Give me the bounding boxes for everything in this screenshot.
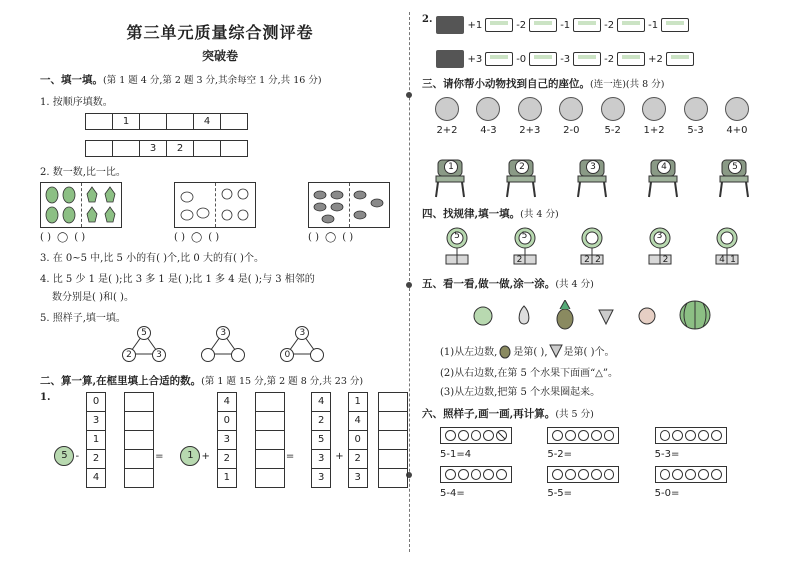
train-operator: -1: [560, 19, 571, 31]
train-engine-icon: [436, 16, 464, 34]
equation-text: 5-2=: [547, 449, 573, 460]
number-flower[interactable]: [444, 227, 470, 268]
circle-strip[interactable]: [547, 466, 619, 483]
sequence-cell[interactable]: [85, 140, 113, 157]
flower-left: 2: [584, 255, 590, 265]
animal-card[interactable]: [556, 97, 586, 136]
fish-icon: [351, 185, 387, 225]
animal-icon: [435, 97, 459, 121]
fruit-row: [422, 299, 762, 331]
draw-calc-item: [655, 466, 762, 499]
right-column: [422, 14, 762, 554]
circle[interactable]: [672, 430, 683, 441]
section-6-heading: 六、照样子,画一画,再计算。(共 5 分): [422, 408, 594, 420]
train-car[interactable]: [617, 18, 645, 32]
animal-card[interactable]: [681, 97, 711, 136]
calc-group-3: 4 2 5 3 3 + 1 4 0 2 3: [311, 392, 407, 488]
apple-icon[interactable]: [472, 304, 494, 326]
draw-calc-item: [547, 427, 654, 460]
train-car[interactable]: [529, 18, 557, 32]
equation-text: 5-0=: [654, 488, 680, 499]
circle-strip[interactable]: [547, 427, 619, 444]
circle[interactable]: [711, 469, 722, 480]
pear-icon[interactable]: [514, 304, 534, 326]
fish-picture: [308, 182, 390, 228]
answer-column[interactable]: [378, 392, 408, 488]
number-column: [311, 393, 331, 488]
circle-strip[interactable]: [655, 427, 727, 444]
number-cell: 0: [86, 392, 106, 412]
flower-right: 1: [730, 255, 736, 265]
train-operator: +2: [648, 53, 663, 65]
section-3-heading: 三、请你帮小动物找到自己的座位。(连一连)(共 8 分): [422, 78, 665, 90]
animal-expression: 4+0: [726, 125, 748, 136]
chair[interactable]: [643, 158, 683, 198]
chair-number: 1: [444, 160, 458, 174]
circle[interactable]: [471, 469, 482, 480]
train-car[interactable]: [666, 52, 694, 66]
number-cell: 2: [217, 449, 237, 469]
circle[interactable]: [445, 430, 456, 441]
cat-icon: [217, 185, 253, 225]
animal-card[interactable]: [722, 97, 752, 136]
q2-label: 2. 数一数,比一比。: [40, 167, 126, 178]
draw-calc-item: [440, 466, 547, 499]
equation-text: 5-4=: [440, 488, 465, 499]
number-cell: 1: [86, 430, 106, 450]
circle[interactable]: [483, 469, 494, 480]
circle[interactable]: [458, 469, 469, 480]
chair-number: 2: [515, 160, 529, 174]
animal-row: [422, 97, 762, 136]
sequence-cell[interactable]: [193, 140, 221, 157]
number-cell: 4: [217, 392, 237, 412]
draw-calc-grid: [422, 427, 762, 499]
rabbit-icon: [177, 185, 213, 225]
number-flower[interactable]: [647, 227, 673, 268]
sequence-cell[interactable]: [85, 113, 113, 130]
circle[interactable]: [552, 469, 563, 480]
q4-text-1: 4. 比 5 少 1 是( );比 3 多 1 是( );比 1 多 4 是( );与 3 相邻的: [40, 274, 315, 285]
circle-strip[interactable]: [440, 466, 512, 483]
circle[interactable]: [578, 469, 589, 480]
animal-icon: [518, 97, 542, 121]
circle[interactable]: [578, 430, 589, 441]
s5-line-1: (1)从左边数, 是第( ), 是第( )个。: [440, 341, 762, 359]
peach-icon[interactable]: [636, 304, 658, 326]
apple-badge: 1: [180, 446, 200, 466]
strawberry-icon[interactable]: [596, 304, 616, 326]
equation-text: 5-1=4: [440, 449, 472, 460]
circle[interactable]: [591, 430, 602, 441]
watermelon-icon[interactable]: [678, 299, 712, 331]
circle[interactable]: [711, 430, 722, 441]
number-cell: 2: [311, 411, 331, 431]
flower-row: [422, 227, 762, 268]
page-subtitle: 突破卷: [201, 49, 238, 63]
number-cell: 5: [311, 430, 331, 450]
chair-number: 3: [586, 160, 600, 174]
apple-badge: 5: [54, 446, 74, 466]
number-cell: 3: [311, 449, 331, 469]
left-column: [40, 14, 400, 554]
circle[interactable]: [483, 430, 494, 441]
leaf-icon: [43, 185, 79, 225]
leaves-compare: ( ) ◯ ( ): [40, 182, 122, 243]
number-cell: 4: [348, 411, 368, 431]
circle-strip[interactable]: [655, 466, 727, 483]
number-cell: 1: [217, 468, 237, 488]
train-operator: +1: [467, 19, 483, 31]
number-column: [217, 393, 237, 488]
circle[interactable]: [604, 430, 615, 441]
train-engine-icon: [436, 50, 464, 68]
number-cell: 2: [348, 449, 368, 469]
pineapple-icon: [497, 341, 513, 359]
circle[interactable]: [660, 430, 671, 441]
section-2-heading: 二、算一算,在框里填上合适的数。(第 1 题 15 分,第 2 题 8 分,共 23 分): [40, 375, 364, 387]
fish-icon: [311, 185, 347, 225]
train-car[interactable]: [573, 18, 601, 32]
flower-top: 5: [521, 231, 528, 241]
sequence-cell: 2: [166, 140, 194, 157]
circle[interactable]: [672, 469, 683, 480]
sequence-cell[interactable]: [220, 113, 248, 130]
circle[interactable]: [698, 469, 709, 480]
compare-circle[interactable]: ◯: [190, 232, 203, 243]
number-triangle: 3: [201, 326, 245, 362]
animal-icon: [559, 97, 583, 121]
train-car[interactable]: [617, 52, 645, 66]
chair-number: 5: [728, 160, 742, 174]
sequence-cell[interactable]: [220, 140, 248, 157]
sequence-cell[interactable]: [112, 140, 140, 157]
number-cell: 3: [311, 468, 331, 488]
animal-icon: [601, 97, 625, 121]
section-5-heading: 五、看一看,做一做,涂一涂。(共 4 分): [422, 278, 594, 290]
circle[interactable]: [445, 469, 456, 480]
circle[interactable]: [685, 430, 696, 441]
animal-card[interactable]: [432, 97, 462, 136]
animal-card[interactable]: [515, 97, 545, 136]
flower-left: 4: [719, 255, 725, 265]
s5-line-2: (2)从右边数,在第 5 个水果下面画“△”。: [440, 368, 618, 379]
draw-calc-item: [440, 427, 547, 460]
fish-compare: ( ) ◯ ( ): [308, 182, 390, 243]
animal-expression: 1+2: [643, 125, 665, 136]
chair[interactable]: [714, 158, 754, 198]
flower-left: 2: [516, 255, 523, 265]
animal-icon: [642, 97, 666, 121]
train-car[interactable]: [485, 18, 513, 32]
rabbits-compare: ( ) ◯ ( ): [174, 182, 256, 243]
answer-column[interactable]: [255, 392, 285, 488]
section-4-heading: 四、找规律,填一填。(共 4 分): [422, 208, 559, 220]
number-cell: 1: [348, 392, 368, 412]
leaves-picture: [40, 182, 122, 228]
circle[interactable]: [458, 430, 469, 441]
flower-top: 3: [656, 231, 663, 241]
calc-group-1: 5 - 0 3 1 2 4 =: [54, 392, 164, 488]
train-operator: +3: [467, 53, 483, 65]
number-cell: 4: [311, 392, 331, 412]
flower-right: 2: [662, 255, 669, 265]
number-flower[interactable]: [579, 227, 605, 268]
strawberry-icon: [548, 341, 564, 359]
draw-calc-item: [655, 427, 762, 460]
train-operator: -3: [560, 53, 571, 65]
animal-icon: [684, 97, 708, 121]
animal-expression: 2+3: [519, 125, 541, 136]
number-cell: 3: [217, 430, 237, 450]
number-flower[interactable]: [512, 227, 538, 268]
animal-icon: [725, 97, 749, 121]
sequence-cell: 3: [139, 140, 167, 157]
animal-card[interactable]: [639, 97, 669, 136]
train-operator: -1: [648, 19, 659, 31]
animal-expression: 4-3: [480, 125, 497, 136]
fold-line: [409, 12, 410, 552]
chair-row: [422, 158, 762, 198]
number-triangle: 3 0: [280, 326, 324, 362]
train-row-1: [436, 16, 695, 34]
number-triangles: [122, 326, 400, 365]
train-operator: -0: [516, 53, 527, 65]
number-column: [86, 393, 106, 488]
animals-picture: [174, 182, 256, 228]
calc-group-2: 1 + 4 0 3 2 1 =: [180, 392, 295, 488]
number-cell: 3: [348, 468, 368, 488]
sequence-cell: 4: [193, 113, 221, 130]
train-operator: -2: [516, 19, 527, 31]
train-operator: -2: [604, 19, 615, 31]
equation-text: 5-5=: [547, 488, 573, 499]
sequence-row-2: [86, 140, 400, 157]
calc-wheels: 1. 5 - 0 3 1 2 4 = 1 + 4 0 3 2 1 = 4 2 5 3 3 + 1 4 0 2 3: [40, 392, 400, 488]
train-car[interactable]: [529, 52, 557, 66]
number-column: [348, 393, 368, 488]
circle[interactable]: [565, 430, 576, 441]
flower-top: 5: [454, 231, 460, 241]
flower-right: 2: [595, 255, 601, 265]
q1-label: 1. 按顺序填数。: [40, 97, 113, 108]
number-triangle: 5 2 3: [122, 326, 166, 362]
compare-circle[interactable]: ◯: [324, 232, 337, 243]
page-title: 第三单元质量综合测评卷: [126, 23, 314, 42]
chair[interactable]: [501, 158, 541, 198]
circle[interactable]: [496, 430, 507, 441]
sequence-row-1: [86, 113, 400, 130]
equation-text: 5-3=: [654, 449, 680, 460]
number-cell: 0: [217, 411, 237, 431]
circle[interactable]: [660, 469, 671, 480]
count-compare-group: [40, 182, 400, 243]
train-car[interactable]: [573, 52, 601, 66]
circle[interactable]: [496, 469, 507, 480]
train-operator: -2: [604, 53, 615, 65]
draw-calc-item: [547, 466, 654, 499]
animal-expression: 2-0: [563, 125, 580, 136]
animal-expression: 5-3: [687, 125, 704, 136]
trains-question: 2. +1 -2 -1 -2 -1 +3 -0 -3 -2 +2: [422, 14, 762, 68]
binding-hole: [406, 282, 412, 288]
animal-expression: 5-2: [604, 125, 621, 136]
pineapple-icon[interactable]: [554, 300, 576, 330]
circle[interactable]: [552, 430, 563, 441]
circle[interactable]: [591, 469, 602, 480]
circle[interactable]: [698, 430, 709, 441]
chair[interactable]: [430, 158, 470, 198]
number-cell: 4: [86, 468, 106, 488]
circle[interactable]: [565, 469, 576, 480]
maple-leaf-icon: [83, 185, 119, 225]
circle[interactable]: [685, 469, 696, 480]
binding-hole: [406, 92, 412, 98]
animal-expression: 2+2: [436, 125, 458, 136]
animal-icon: [476, 97, 500, 121]
q3-text: 3. 在 0~5 中,比 5 小的有( )个,比 0 大的有( )个。: [40, 253, 264, 264]
train-car[interactable]: [661, 18, 689, 32]
train-row-2: [436, 50, 695, 68]
circle-strip[interactable]: [440, 427, 512, 444]
number-flower[interactable]: [714, 227, 740, 268]
number-cell: 3: [86, 411, 106, 431]
q4-text-2: 数分别是( )和( )。: [52, 292, 134, 303]
sequence-cell[interactable]: [139, 113, 167, 130]
circle[interactable]: [471, 430, 482, 441]
number-cell: 2: [86, 449, 106, 469]
animal-card[interactable]: [473, 97, 503, 136]
compare-circle[interactable]: ◯: [56, 232, 69, 243]
number-cell: 0: [348, 430, 368, 450]
answer-column[interactable]: [124, 392, 154, 488]
sequence-cell[interactable]: [166, 113, 194, 130]
animal-card[interactable]: [598, 97, 628, 136]
circle[interactable]: [604, 469, 615, 480]
s5-line-3: (3)从左边数,把第 5 个水果圈起来。: [440, 387, 601, 398]
q5-label: 5. 照样子,填一填。: [40, 313, 126, 324]
train-car[interactable]: [485, 52, 513, 66]
section-1-heading: 一、填一填。(第 1 题 4 分,第 2 题 3 分,其余每空 1 分,共 16 分): [40, 74, 322, 86]
sequence-cell: 1: [112, 113, 140, 130]
chair-number: 4: [657, 160, 671, 174]
chair[interactable]: [572, 158, 612, 198]
